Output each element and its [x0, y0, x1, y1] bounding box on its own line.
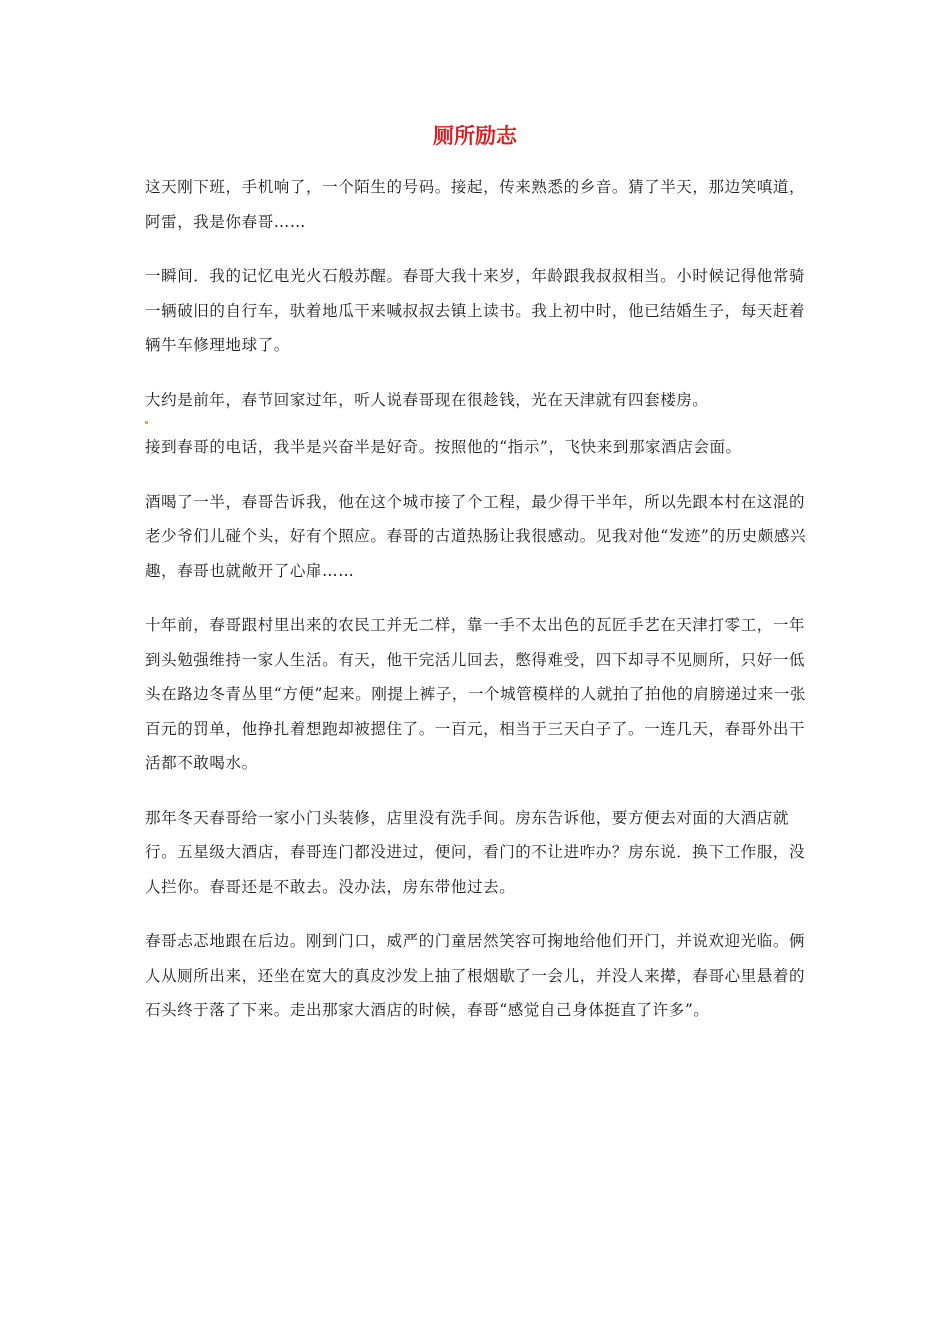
paragraph-6: 十年前，春哥跟村里出来的农民工并无二样，靠一手不太出色的瓦匠手艺在天津打零工，一年到头勉强维持一家人生活。有天，他干完活儿回去，憋得难受，四下却寻不见厕所，只好一低头在路边冬青丛里“方便”起来。刚提上裤子，一个城管模样的人就拍了拍他的肩膀递过来一张百元的罚单，他挣扎着想跑却被摁住了。一百元，相当于三天白子了。一连几天，春哥外出干活都不敢喝水。: [145, 616, 807, 772]
paragraph-8: 春哥忐忑地跟在后边。刚到门口，威严的门童居然笑容可掬地给他们开门，并说欢迎光临。俩人从厕所出来，还坐在宽大的真皮沙发上抽了根烟歇了一会儿，并没人来撵，春哥心里悬着的石头终于落了下来。走出那家大酒店的时候，春哥“感觉自己身体挺直了许多”。: [145, 932, 806, 1019]
paragraph-4: 接到春哥的电话，我半是兴奋半是好奇。按照他的“指示”，飞快来到那家酒店会面。: [145, 438, 742, 456]
stray-mark: [145, 421, 148, 424]
document-title: 厕所励志: [433, 124, 517, 148]
document-body: [145, 170, 815, 1048]
paragraph-1: 这天刚下班，手机响了，一个陌生的号码。接起，传来熟悉的乡音。猜了半天，那边笑嗔道，阿雷，我是你春哥……: [145, 178, 806, 231]
paragraph-5: 酒喝了一半，春哥告诉我，他在这个城市接了个工程，最少得干半年，所以先跟本村在这混的老少爷们儿碰个头，好有个照应。春哥的古道热肠让我很感动。见我对他“发迹”的历史颇感兴趣，春哥也就敞开了心扉……: [145, 492, 807, 580]
paragraph-3: 大约是前年，春节回家过年，听人说春哥现在很趁钱，光在天津就有四套楼房。: [145, 390, 709, 409]
paragraph-7: 那年冬天春哥给一家小门头装修，店里没有洗手间。房东告诉他，要方便去对面的大酒店就行。五星级大酒店，春哥连门都没进过，便问，看门的不让进咋办？房东说．换下工作服，没人拦你。春哥还是不敢去。没办法，房东带他过去。: [145, 808, 806, 896]
paragraph-2: 一瞬间．我的记忆电光火石般苏醒。春哥大我十来岁，年龄跟我叔叔相当。小时候记得他常骑一辆破旧的自行车，驮着地瓜干来喊叔叔去镇上读书。我上初中时，他已结婚生子，每天赶着辆牛车修理地球了。: [145, 267, 806, 354]
